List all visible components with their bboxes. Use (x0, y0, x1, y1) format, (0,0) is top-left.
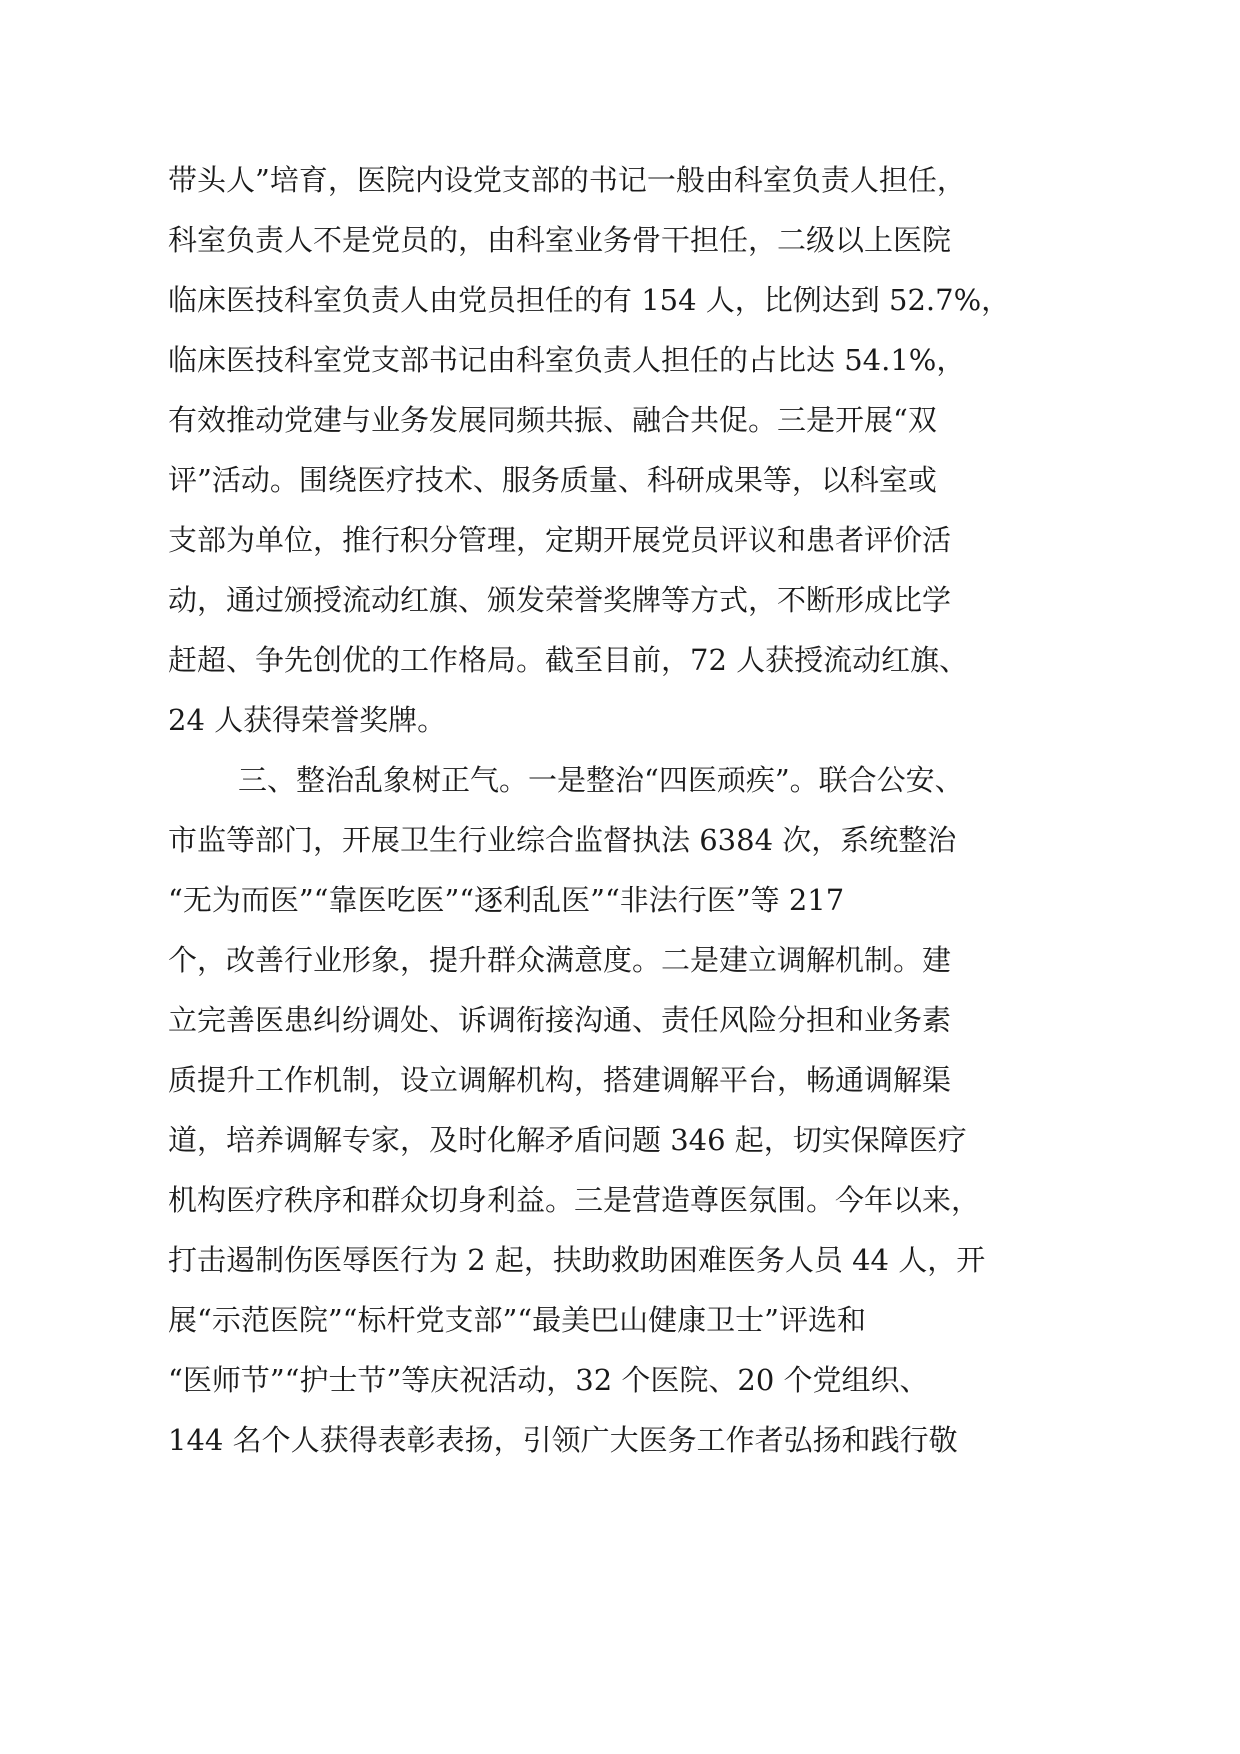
text-line: 24 人获得荣誉奖牌。 (168, 703, 447, 737)
text-line: 展“示范医院”“标杆党支部”“最美巴山健康卫士”评选和 (168, 1303, 866, 1337)
text-line: 支部为单位，推行积分管理，定期开展党员评议和患者评价活 (168, 523, 952, 557)
text-line: “无为而医”“靠医吃医”“逐利乱医”“非法行医”等 217 (168, 883, 845, 917)
text-line: 市监等部门，开展卫生行业综合监督执法 6384 次，系统整治 (168, 823, 957, 857)
text-line: 立完善医患纠纷调处、诉调衔接沟通、责任风险分担和业务素 (168, 1003, 952, 1037)
text-line: 有效推动党建与业务发展同频共振、融合共促。三是开展“双 (168, 403, 937, 437)
text-line: 个，改善行业形象，提升群众满意度。二是建立调解机制。建 (168, 943, 952, 977)
text-line: 动，通过颁授流动红旗、颁发荣誉奖牌等方式，不断形成比学 (168, 583, 952, 617)
text-line: 机构医疗秩序和群众切身利益。三是营造尊医氛围。今年以来， (168, 1183, 981, 1217)
text-line: 带头人”培育，医院内设党支部的书记一般由科室负责人担任， (168, 163, 966, 197)
body-text (168, 150, 1011, 1470)
text-line: 评”活动。围绕医疗技术、服务质量、科研成果等，以科室或 (168, 463, 937, 497)
section-heading-line: 三、整治乱象树正气。一是整治“四医顽疾”。联合公安、 (238, 763, 964, 797)
text-line: “医师节”“护士节”等庆祝活动，32 个医院、20 个党组织、 (168, 1363, 929, 1397)
text-line: 临床医技科室负责人由党员担任的有 154 人，比例达到 52.7%， (168, 283, 1011, 317)
text-line: 打击遏制伤医辱医行为 2 起，扶助救助困难医务人员 44 人，开 (168, 1243, 986, 1277)
text-line: 临床医技科室党支部书记由科室负责人担任的占比达 54.1%， (168, 343, 966, 377)
text-line: 赶超、争先创优的工作格局。截至目前，72 人获授流动红旗、 (168, 643, 969, 677)
text-line: 144 名个人获得表彰表扬，引领广大医务工作者弘扬和践行敬 (168, 1423, 958, 1457)
text-line: 道，培养调解专家，及时化解矛盾问题 346 起，切实保障医疗 (168, 1123, 967, 1157)
text-line: 质提升工作机制，设立调解机构，搭建调解平台，畅通调解渠 (168, 1063, 952, 1097)
text-line: 科室负责人不是党员的，由科室业务骨干担任，二级以上医院 (168, 223, 952, 257)
